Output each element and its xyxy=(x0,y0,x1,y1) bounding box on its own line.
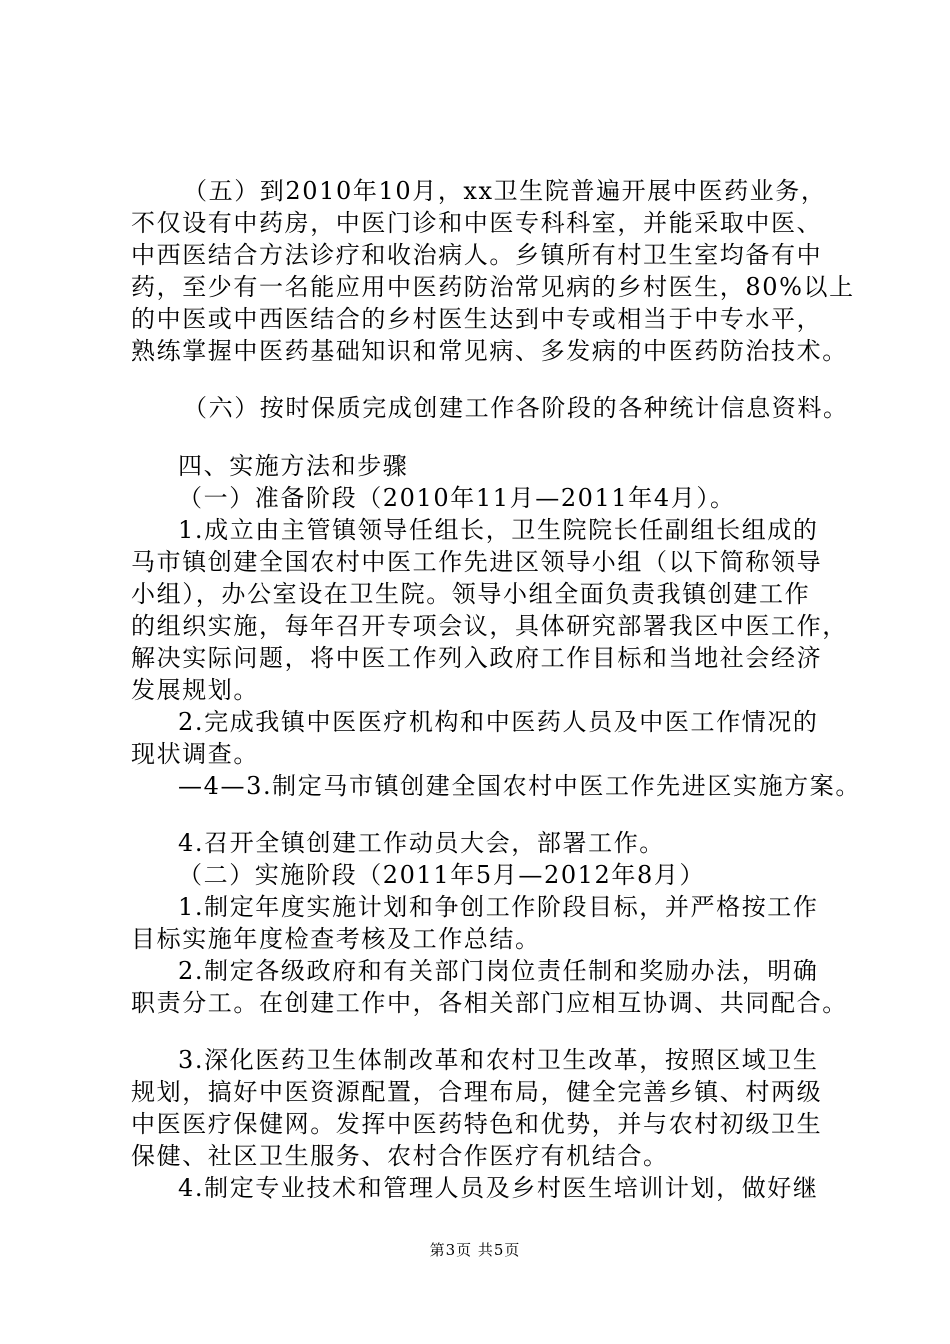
body-text-line: 中西医结合方法诊疗和收治病人。乡镇所有村卫生室均备有中 xyxy=(131,241,823,269)
body-text-line: 解决实际问题，将中医工作列入政府工作目标和当地社会经济 xyxy=(131,644,823,672)
body-text-line: 熟练掌握中医药基础知识和常见病、多发病的中医药防治技术。 xyxy=(131,337,848,365)
body-text-line: —4—3.制定马市镇创建全国农村中医工作先进区实施方案。 xyxy=(178,772,861,800)
subsection-heading: （一）准备阶段（2010年11月—2011年4月）。 xyxy=(178,484,736,512)
section-heading: 四、实施方法和步骤 xyxy=(178,452,409,480)
body-text-line: 的中医或中西医结合的乡村医生达到中专或相当于中专水平， xyxy=(131,305,823,333)
body-text-line: 规划，搞好中医资源配置，合理布局，健全完善乡镇、村两级 xyxy=(131,1078,823,1106)
body-text-line: 4.制定专业技术和管理人员及乡村医生培训计划，做好继 xyxy=(178,1174,819,1202)
body-text-line: 的组织实施，每年召开专项会议，具体研究部署我区中医工作， xyxy=(131,612,848,640)
body-text-line: 3.深化医药卫生体制改革和农村卫生改革，按照区域卫生 xyxy=(178,1046,819,1074)
body-text-line: 药，至少有一名能应用中医药防治常见病的乡村医生，80%以上 xyxy=(131,273,855,301)
body-text-line: 2.完成我镇中医医疗机构和中医药人员及中医工作情况的 xyxy=(178,708,819,736)
body-text-line: 小组），办公室设在卫生院。领导小组全面负责我镇创建工作 xyxy=(131,580,811,608)
body-text-line: 中医医疗保健网。发挥中医药特色和优势，并与农村初级卫生 xyxy=(131,1110,823,1138)
body-text-line: 1.制定年度实施计划和争创工作阶段目标，并严格按工作 xyxy=(178,893,819,921)
body-text-line: 现状调查。 xyxy=(131,740,259,768)
page-number-footer: 第3页 共5页 xyxy=(429,1241,521,1259)
body-text-line: （六）按时保质完成创建工作各阶段的各种统计信息资料。 xyxy=(183,394,849,422)
body-text-line: 发展规划。 xyxy=(131,676,259,704)
body-text-line: 不仅设有中药房，中医门诊和中医专科科室，并能采取中医、 xyxy=(131,209,823,237)
body-text-line: 马市镇创建全国农村中医工作先进区领导小组（以下简称领导 xyxy=(131,548,823,576)
body-text-line: （五）到2010年10月，xx卫生院普遍开展中医药业务， xyxy=(183,177,827,205)
body-text-line: 保健、社区卫生服务、农村合作医疗有机结合。 xyxy=(131,1142,669,1170)
body-text-line: 4.召开全镇创建工作动员大会，部署工作。 xyxy=(178,829,665,857)
body-text-line: 职责分工。在创建工作中，各相关部门应相互协调、共同配合。 xyxy=(131,989,848,1017)
body-text-line: 1.成立由主管镇领导任组长，卫生院院长任副组长组成的 xyxy=(178,516,819,544)
subsection-heading: （二）实施阶段（2011年5月—2012年8月） xyxy=(178,861,706,889)
body-text-line: 目标实施年度检查考核及工作总结。 xyxy=(131,925,541,953)
body-text-line: 2.制定各级政府和有关部门岗位责任制和奖励办法，明确 xyxy=(178,957,819,985)
